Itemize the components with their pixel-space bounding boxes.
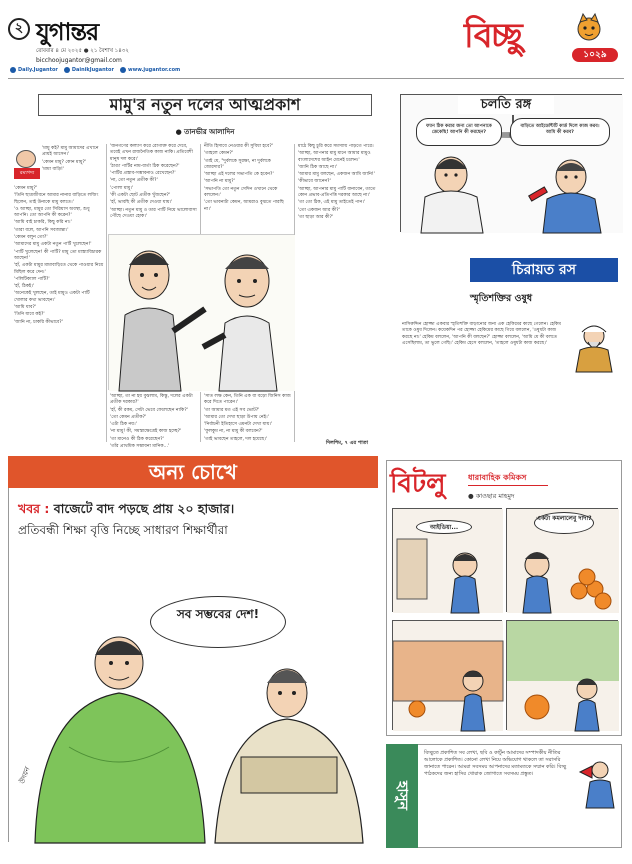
social-links (10, 67, 180, 73)
contact-email[interactable]: bicchoojugantor@gmail.com (36, 57, 122, 64)
onno-chokhe-title: অন্য চোখে (8, 456, 378, 488)
cat-mascot-icon (574, 12, 604, 42)
megaphone-man-illustration (578, 758, 618, 808)
comic-author: ● কাওছার মাহমুদ (468, 492, 515, 500)
cartoonist-signature: উদয়ন (17, 766, 32, 786)
article-col1: 'কেমন মামু?' 'তিনি ছাত্রজীবনে আমার নানার বাড়িতে লজিং ছিলেন, তাই উনাকে মামু বলতে।' 'ও আচ্ছা, মামুর তো সিরিয়াস অবস্থা, শুধু আপনি। তো আপনি কী করেন?' 'আমি বাই চাকরি, কিছু করি না।' 'তারা বলে, আপনি সবজান্তা।' 'কেমন বলুন তো?' 'আমাদের মামু একটা নতুন পার্টি খুলেছেন!' 'পার্টি খুলেছেন! কী পার্টি? মামু তো মাস্ত্যাবিচারক আছেন!' 'হাঁ, একটা মামুর মামাবাড়িতে থেকে পাওয়ার নিয়ে মিছিল করে দেন।' 'পলিটিক্যাল পার্টি?' 'হাঁ, ঠিকই।' 'অনেকেই খুলছেন, তাই মামুও একটা পার্টি খোলার কথা ভাবছেন।' 'আমি যাব?' 'তিনি যাবে কই?' 'জানি না, চাকরি কীভাবে?' (14, 186, 104, 325)
cholti-rongo-title: চলতি রঙ্গ (458, 96, 554, 114)
page-number: ২ (8, 18, 30, 40)
social-link-facebook[interactable]: Daily.Jugantor (10, 67, 58, 73)
news-label: খবর : (18, 501, 50, 516)
column-divider (106, 144, 107, 442)
article-col1-top: 'মামু কই? মামু আমাদের এখানে প্রায়ই আসেন।' 'কেমন মামু? কোন মামু?' 'মামা বাড়ি!' (42, 146, 99, 172)
article-byline: ● তানভীর আলাদিন (175, 128, 235, 136)
social-link-twitter[interactable]: DainikJugantor (64, 67, 114, 73)
speech-bubble-right: বাড়িতে আইডেন্টিটি কার্ড দিলে কাজ করব। আমি কী করব? (510, 118, 610, 146)
column-divider (200, 392, 201, 442)
brand-logo: বিচ্ছু (464, 16, 521, 56)
notice-side-label: হাসুন (386, 744, 418, 848)
social-link-website[interactable]: www.jugantor.com (120, 67, 180, 73)
bitlu-title: বিটলু (390, 469, 446, 499)
twitter-icon (64, 67, 70, 73)
author-label: রম্যগদ্য (14, 168, 40, 179)
chirayata-rosh-body: নাসিরুদ্দিন হোজ্জা একবার স্মৃতিশক্তি বাড়ানোর জন্য এক হেকিমের কাছে গেলেন। হেকিম তাকে ওষুধ দিলেন। কয়েকদিন পর হোজ্জা হেকিমের কাছে গিয়ে বললেন, 'ওষুধটা কাজ করছে না।' হেকিম বললেন, 'আপনি কী বলছেন?' হোজ্জা বললেন, 'আমি যে কী বলতে এসেছিলাম, তা ভুলে গেছি।' হেকিম হেসে বললেন, 'তাহলে ওষুধটা কাজ করছে।' (402, 322, 561, 346)
electrician-cartoon (401, 95, 623, 233)
comic-bubble-2: একটা কমলালেবু দাদা? (534, 512, 594, 534)
cartoon-speech-bubble: সব সম্ভবের দেশ! (150, 596, 286, 648)
speech-bubble-left: ফ্যান ঠিক করার জন্য তো আপনাকে ডেকেছি! আপনি কী করছেন? (416, 118, 502, 146)
comic-scene-wall (393, 621, 503, 731)
header-divider (8, 78, 624, 79)
article-cartoon (108, 234, 294, 390)
news-headline (18, 500, 372, 517)
notice-body: বিচ্ছুতে প্রকাশিত সব লেখা, ছবি ও কার্টুন আমাদের সম্পাদকীয় নীতির আলোকে প্রকাশিত। কোনো লেখা নিয়ে অভিযোগ থাকলে তা সরাসরি জানাতে পারেন। আমরা সবসময় আপনাদের মতামতকে সম্মান করি। বিচ্ছু পাঠকদের জন্য হাসির খোরাক জোগাতে সবসময় প্রস্তুত। (424, 750, 567, 777)
two-men-talking-illustration (109, 235, 295, 391)
column-divider (200, 144, 201, 234)
globe-icon (120, 67, 126, 73)
facebook-icon (10, 67, 16, 73)
news-headline-2: প্রতিবন্ধী শিক্ষা বৃত্তি নিচ্ছে সাধারণ শিক্ষার্থীরা (18, 523, 228, 537)
continued-note[interactable]: দিলশিম, ৭ এর পাতা (326, 440, 368, 446)
chirayata-rosh-subtitle: স্মৃতিশক্তির ওষুধ (470, 293, 533, 304)
dateline: রোববার ৪ মে ২০২৫ ● ২১ বৈশাখ ১৪৩২ (36, 48, 129, 54)
comic-scene-yard (507, 621, 619, 731)
issue-badge: ১০২৯ (572, 48, 618, 62)
author-avatar (16, 150, 36, 168)
comic-bubble-1: আইডিয়া... (416, 520, 472, 534)
news-headline-1: বাজেটে বাদ পড়ছে প্রায় ২০ হাজার। (53, 501, 235, 516)
article-col4: মাঠে কিছু চুরি করে সমস্যায় পাড়তে পারে। 'আচ্ছা, আপনার মামু মানে আমার মামুও বাংলাদেশের আইন মেনেই চলেন।' 'জানি ঠিক আছে না।' 'আমার মামু বলছেন, একজন আমি জানি!' 'কীভাবে জানেন?' 'আচ্ছা, আপনার মামু পার্টি বানাবেন, তাতে কোন প্রভাব-প্রতিপত্তি দরকার আছে না।' 'তা তো ঠিক, এই মামু তাইতেই পান।' 'তো একজন আর কী?' 'তা ছাড়া আর কী?' (298, 144, 376, 220)
masthead-logo: যুগান্তর (36, 17, 99, 46)
article-col5: 'আচ্ছা, তা না হয় বুঝলাম, কিন্তু, দলের একটা প্রতীক দরকার?' 'হাঁ, কী রকম, সেটা ভেবে ফেলেছেন নাকি?' 'তো কেমন প্রতীক?' 'এটা ঠিক নয়।' 'না মামু! কী, সমস্তাক্ষেত্রেই কাজ হচ্ছে?' 'তা মানেও কী ঠিক করেছেন?' 'তাঁর প্রাথমিক সম্ভাবনা মানিক...' (110, 394, 193, 450)
hojja-illustration (566, 320, 622, 372)
article-col3: নীতি হিসাবে নেওয়ার কী সুবিধা হবে?' 'তাহলে কেমন?' 'তাই যে, "দুর্বলকে সুরক্ষা, না দুর্বলকে জোরদার?' 'আচ্ছা এই দলের সভাপতি কে হবেন?' 'আপনি না মামু?' 'সভাপতি তো নতুন সেদিন ওখানে থেকে বললেন।' 'তো ভাবনাটা কেমন, আমরাও বুঝতে পারছি না।' (204, 144, 284, 212)
article-col2: 'জনগণের কল্যাণ করে রোগাক্ত করে দেবে, তবেই এখন রাজনৈতিক কাজ নাকি। প্রতিবেশী মানুষ দল করে।' 'ঠাণ্ডা পার্টির নাম-বার্তা ঠিক করেছেন?' 'পার্টির প্রস্তাব-সম্ভাবনাও রেখেছেন?' 'না, তো নতুন প্রতীক কী?' 'পোলা মামু।' 'কী একটা ছোট প্রতীক খুঁজছেন?' 'হাঁ, ভাবছি কী প্রতীক দেওয়া যায়।' 'আচ্ছা। নতুন মামু ও তার পার্টি নিয়ে ভালোবাসা পৌঁছে দেওয়া হোক।' (110, 144, 197, 219)
comic-panel-3 (392, 620, 502, 730)
cholti-rongo-panel (400, 94, 622, 232)
article-col6: 'সাত লক্ষ কেন, তিনি এক বা বড়ো জিনিস কাজ করে দিতে পারেন।' 'তা আমার মত এই সব ভোট?' 'আমার তো দেখা ছাড়া উপায় নেই।' 'নির্বাচনী ইতিহাসে এমনটা দেখা যায়।' 'ফুলকুম না, না মামু কী বলবেন?' 'তাই ভাবছেন তাহলে, দল হয়েছে।' (204, 394, 291, 442)
article-title: মামু'র নতুন দলের আত্মপ্রকাশ (38, 94, 372, 116)
chirayata-rosh-title: চিরায়ত রস (470, 258, 618, 282)
comic-panel-4 (506, 620, 618, 730)
serial-comic-label: ধারাবাহিক কমিকস (468, 472, 548, 486)
